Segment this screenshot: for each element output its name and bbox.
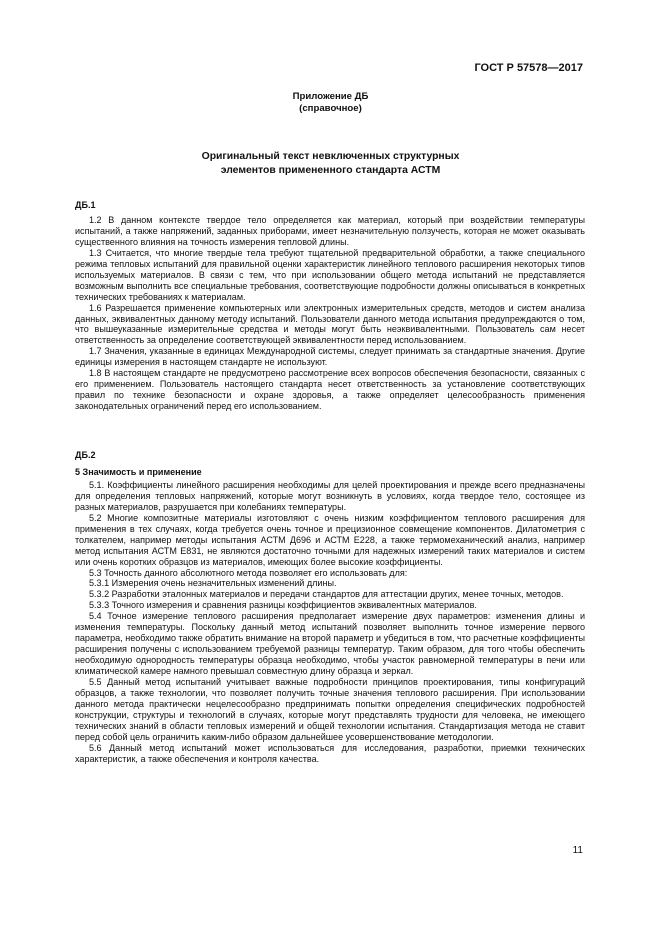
section-db1 xyxy=(75,200,585,412)
paragraph: 5.3 Точность данного абсолютного метода позволяет его использовать для: xyxy=(89,567,408,578)
paragraph: 1.6 Разрешается применение компьютерных или электронных измерительных средств, методов и систем анализа данных, эквивалентных данному методу испытаний. Пользователи данного метода испытания предупреждаются о том, что вышеуказанные измерительные средства и методы могут быть неэквивалентными. Пользователь сам несет ответственность за определение соответствующей эквивалентности перед использованием. xyxy=(75,302,585,346)
appendix-note: (справочное) xyxy=(299,103,362,114)
appendix-title: Приложение ДБ xyxy=(292,91,369,102)
page-number: 11 xyxy=(572,845,583,856)
paragraph: 5.3.3 Точного измерения и сравнения разницы коэффициентов эквивалентных материалов. xyxy=(89,600,477,611)
paragraph: 1.3 Считается, что многие твердые тела требуют тщательной предварительной обработки, а также специального режима тепловых испытаний для правильной оценки характеристик линейного теплового расширения некоторых типов используемых материалов. В связи с тем, что при использовании общего метода испытаний не представляется возможным выполнить все специальные требования, соответствующие подробности должны описываться в конкретных технических требованиях к материалам. xyxy=(75,247,585,302)
paragraph: 5.1. Коэффициенты линейного расширения необходимы для целей проектирования и прежде всего предназначены для определения тепловых напряжений, которые могут возникнуть в условиях, когда твердое тело, состоящее из разных материалов, разрушается при колебаниях температуры. xyxy=(75,479,585,512)
paragraph: 5.6 Данный метод испытаний может использоваться для исследования, разработки, приемки технических характеристик, а также обеспечения и контроля качества. xyxy=(75,742,585,764)
standard-number: ГОСТ Р 57578—2017 xyxy=(474,62,583,74)
section-db2 xyxy=(75,450,585,765)
section-heading: ДБ.1 xyxy=(75,200,96,210)
document-title-line-2: элементов примененного стандарта АСТМ xyxy=(220,165,441,176)
paragraph: 1.8 В настоящем стандарте не предусмотрено рассмотрение всех вопросов обеспечения безопасности, связанных с его применением. Пользователь настоящего стандарта несет ответственность за установление соответствующих правил по технике безопасности и охране здоровья, а также определяет целесообразность применения законодательных ограничений перед его использованием. xyxy=(75,368,585,412)
paragraph: 5.5 Данный метод испытаний учитывает важные подробности принципов проектирования, типы конфигураций образцов, а также технологии, что позволяет получить точные значения теплового расширения. При использовании данного метода практически нецелесообразно предпринимать попытки определения специфических подробностей конструкции, структуры и технологий в случаях, которые могут представлять трудности для человека, не имеющего технических знаний в области тепловых измерений и общей технологии испытания. Стандартизация метода не ставит перед собой цель ограничить каким-либо образом дальнейшее усовершенствование методологии. xyxy=(75,677,585,742)
paragraph: 1.2 В данном контексте твердое тело определяется как материал, который при воздействии температуры испытаний, а также напряжений, заданных приборами, имеет незначительную ползучесть, которая не может оказывать существенного влияния на точность измерения тепловой длины. xyxy=(75,214,585,247)
paragraph: 1.7 Значения, указанные в единицах Международной системы, следует принимать за стандартные значения. Другие единицы измерения в настоящем стандарте не используют. xyxy=(75,346,585,368)
paragraph: 5.3.2 Разработки эталонных материалов и передачи стандартов для аттестации других, менее точных, методов. xyxy=(89,589,564,600)
paragraph: 5.2 Многие композитные материалы изготовляют с очень низким коэффициентом теплового расширения для применения в тех случаях, когда требуется очень точное и прецизионное совмещение компонентов. Дилатометрия с толкателем, например методы испытания АСТМ Д696 и АСТМ Е228, а также термомеханический анализ, например метод испытания АСТМ Е831, не являются достаточно точными для надежных измерений таких материалов и систем или очень коротких образцов из материалов, имеющих более высокие коэффициенты. xyxy=(75,512,585,567)
section-subheading: 5 Значимость и применение xyxy=(75,466,202,477)
document-title-line-1: Оригинальный текст невключенных структурных xyxy=(201,151,460,162)
paragraph: 5.4 Точное измерение теплового расширения предполагает измерение двух параметров: изменения длины и изменения температуры. Поскольку данный метод испытаний позволяет выполнить точное измерение первого параметра, необходимо также обратить внимание на второй параметр и убедиться в том, что расчетные коэффициенты расширения получены с использованием требуемой разницы температур. Таким образом, для того чтобы обеспечить необходимую однородность температуры образца необходимо, чтобы участок равномерной температуры в печи или климатической камере намного превышал совместную длину образца и зеркал. xyxy=(75,611,585,677)
paragraph: 5.3.1 Измерения очень незначительных изменений длины. xyxy=(89,578,337,589)
section-heading: ДБ.2 xyxy=(75,450,96,460)
